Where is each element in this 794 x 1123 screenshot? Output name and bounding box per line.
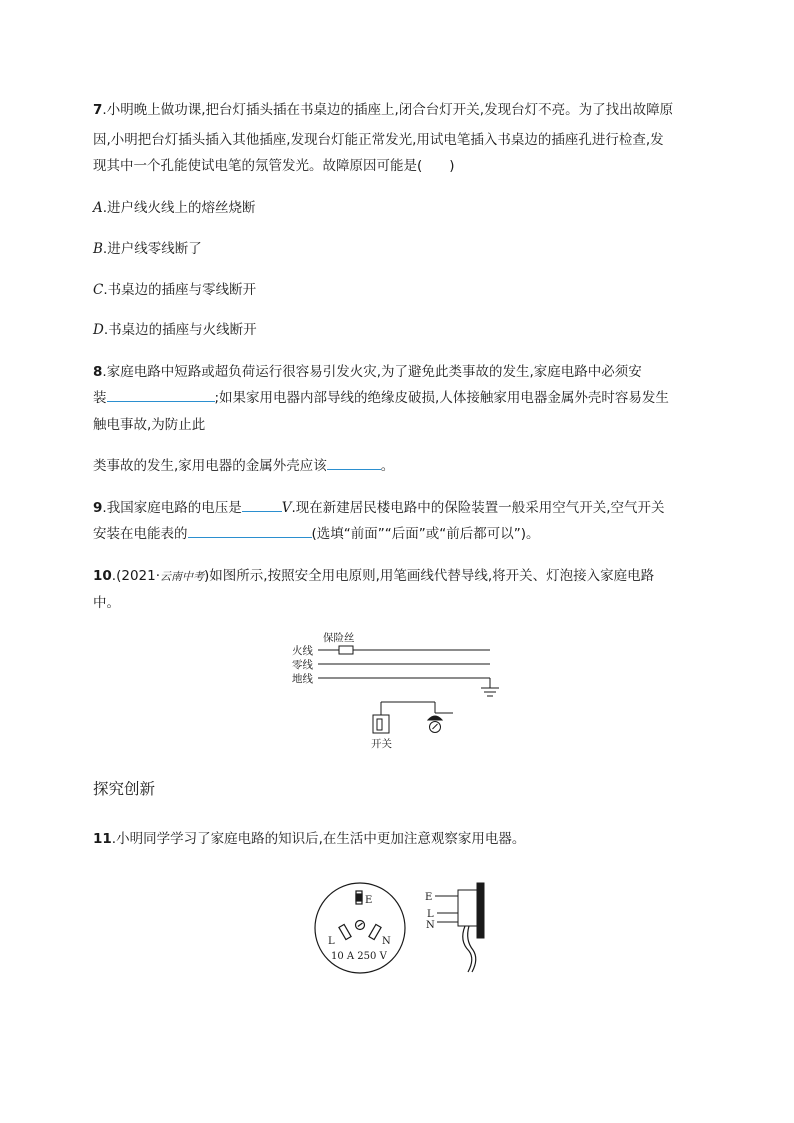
q9-number: 9 xyxy=(93,500,103,516)
q8-text-2b: ;如果家用电器内部导线的绝缘皮破损,人体接触家用电器金属外壳时容易发生 xyxy=(214,390,669,406)
q9-unit: V xyxy=(281,500,292,516)
q8-line-1 xyxy=(93,363,642,381)
q9-text-1a: .我国家庭电路的电压是 xyxy=(102,500,242,516)
q8-line-4 xyxy=(93,457,394,475)
q8-number: 8 xyxy=(93,364,103,380)
q8-answer-blank-1[interactable] xyxy=(107,389,215,402)
q9-text-1c: .现在新建居民楼电路中的保险装置一般采用空气开关,空气开关 xyxy=(291,500,665,516)
q9-text-2b: (选填“前面”“后面”或“前后都可以”)。 xyxy=(311,526,540,542)
option-letter: D xyxy=(93,322,104,338)
socket-label-l: L xyxy=(328,936,335,947)
q10-line-1 xyxy=(93,567,654,586)
plug-label-l: L xyxy=(427,909,434,920)
q7-option-c[interactable] xyxy=(93,281,256,299)
q9-line-1 xyxy=(93,499,665,517)
q7-text-1: .小明晚上做功课,把台灯插头插在书桌边的插座上,闭合台灯开关,发现台灯不亮。为了找出故障原 xyxy=(102,102,674,118)
q8-text-4a: 类事故的发生,家用电器的金属外壳应该 xyxy=(93,458,327,474)
q7-line-3: 现其中一个孔能使试电笔的氖管发光。故障原因可能是( ) xyxy=(93,158,455,174)
q9-answer-blank-2[interactable] xyxy=(188,525,312,538)
q10-text-1b: )如图所示,按照安全用电原则,用笔画线代替导线,将开关、灯泡接入家庭电路 xyxy=(204,568,655,584)
q7-option-a[interactable] xyxy=(93,199,256,217)
q10-line-2: 中。 xyxy=(93,595,120,611)
q9-answer-blank-1[interactable] xyxy=(242,499,282,512)
fuse-label: 保险丝 xyxy=(323,632,355,644)
fuse-icon xyxy=(339,646,353,654)
q8-text-4b: 。 xyxy=(380,458,395,474)
option-letter: A xyxy=(93,200,103,216)
neutral-label: 零线 xyxy=(292,659,313,671)
option-text: .书桌边的插座与火线断开 xyxy=(103,322,257,338)
q7-option-b[interactable] xyxy=(93,240,202,258)
plug-label-n: N xyxy=(426,920,435,931)
q9-line-2 xyxy=(93,525,540,543)
live-label: 火线 xyxy=(292,645,313,657)
socket-label-n: N xyxy=(382,936,391,947)
q11-number: 11 xyxy=(93,831,112,847)
switch-label: 开关 xyxy=(371,738,392,750)
option-text: .进户线零线断了 xyxy=(102,241,202,257)
q7-line-2: 因,小明把台灯插头插入其他插座,发现台灯能正常发光,用试电笔插入书桌边的插座孔进行检查,发 xyxy=(93,132,664,148)
q8-text-2a: 装 xyxy=(93,390,107,406)
q7-number: 7 xyxy=(93,102,103,118)
option-text: .进户线火线上的熔丝烧断 xyxy=(102,200,256,216)
option-text: .书桌边的插座与零线断开 xyxy=(103,282,257,298)
q8-line-2 xyxy=(93,389,669,407)
section-title: 探究创新 xyxy=(93,780,156,798)
q8-text-1: .家庭电路中短路或超负荷运行很容易引发火灾,为了避免此类事故的发生,家庭电路中必须安 xyxy=(102,364,642,380)
q9-text-2a: 安装在电能表的 xyxy=(93,526,188,542)
q10-number: 10 xyxy=(93,568,112,584)
q8-answer-blank-2[interactable] xyxy=(327,457,381,470)
option-letter: C xyxy=(93,282,104,298)
earth-label: 地线 xyxy=(292,673,313,685)
q10-text-1a: .(2021· xyxy=(111,568,161,584)
q11-text-1: .小明同学学习了家庭电路的知识后,在生活中更加注意观察家用电器。 xyxy=(111,831,526,847)
lamp-icon xyxy=(428,716,442,720)
plug-icon xyxy=(435,883,484,972)
socket-rating: 10 A 250 V xyxy=(331,951,387,962)
plug-label-e: E xyxy=(425,892,433,903)
option-letter: B xyxy=(93,241,103,257)
q7-line-1 xyxy=(93,101,673,119)
q10-source: 云南中考 xyxy=(160,570,205,583)
q8-line-3: 触电事故,为防止此 xyxy=(93,417,206,433)
q11-line-1 xyxy=(93,830,525,848)
socket-label-e: E xyxy=(365,895,373,906)
circuit-diagram[interactable] xyxy=(285,628,510,755)
socket-plug-figure xyxy=(305,875,495,977)
q7-option-d[interactable] xyxy=(93,321,257,339)
